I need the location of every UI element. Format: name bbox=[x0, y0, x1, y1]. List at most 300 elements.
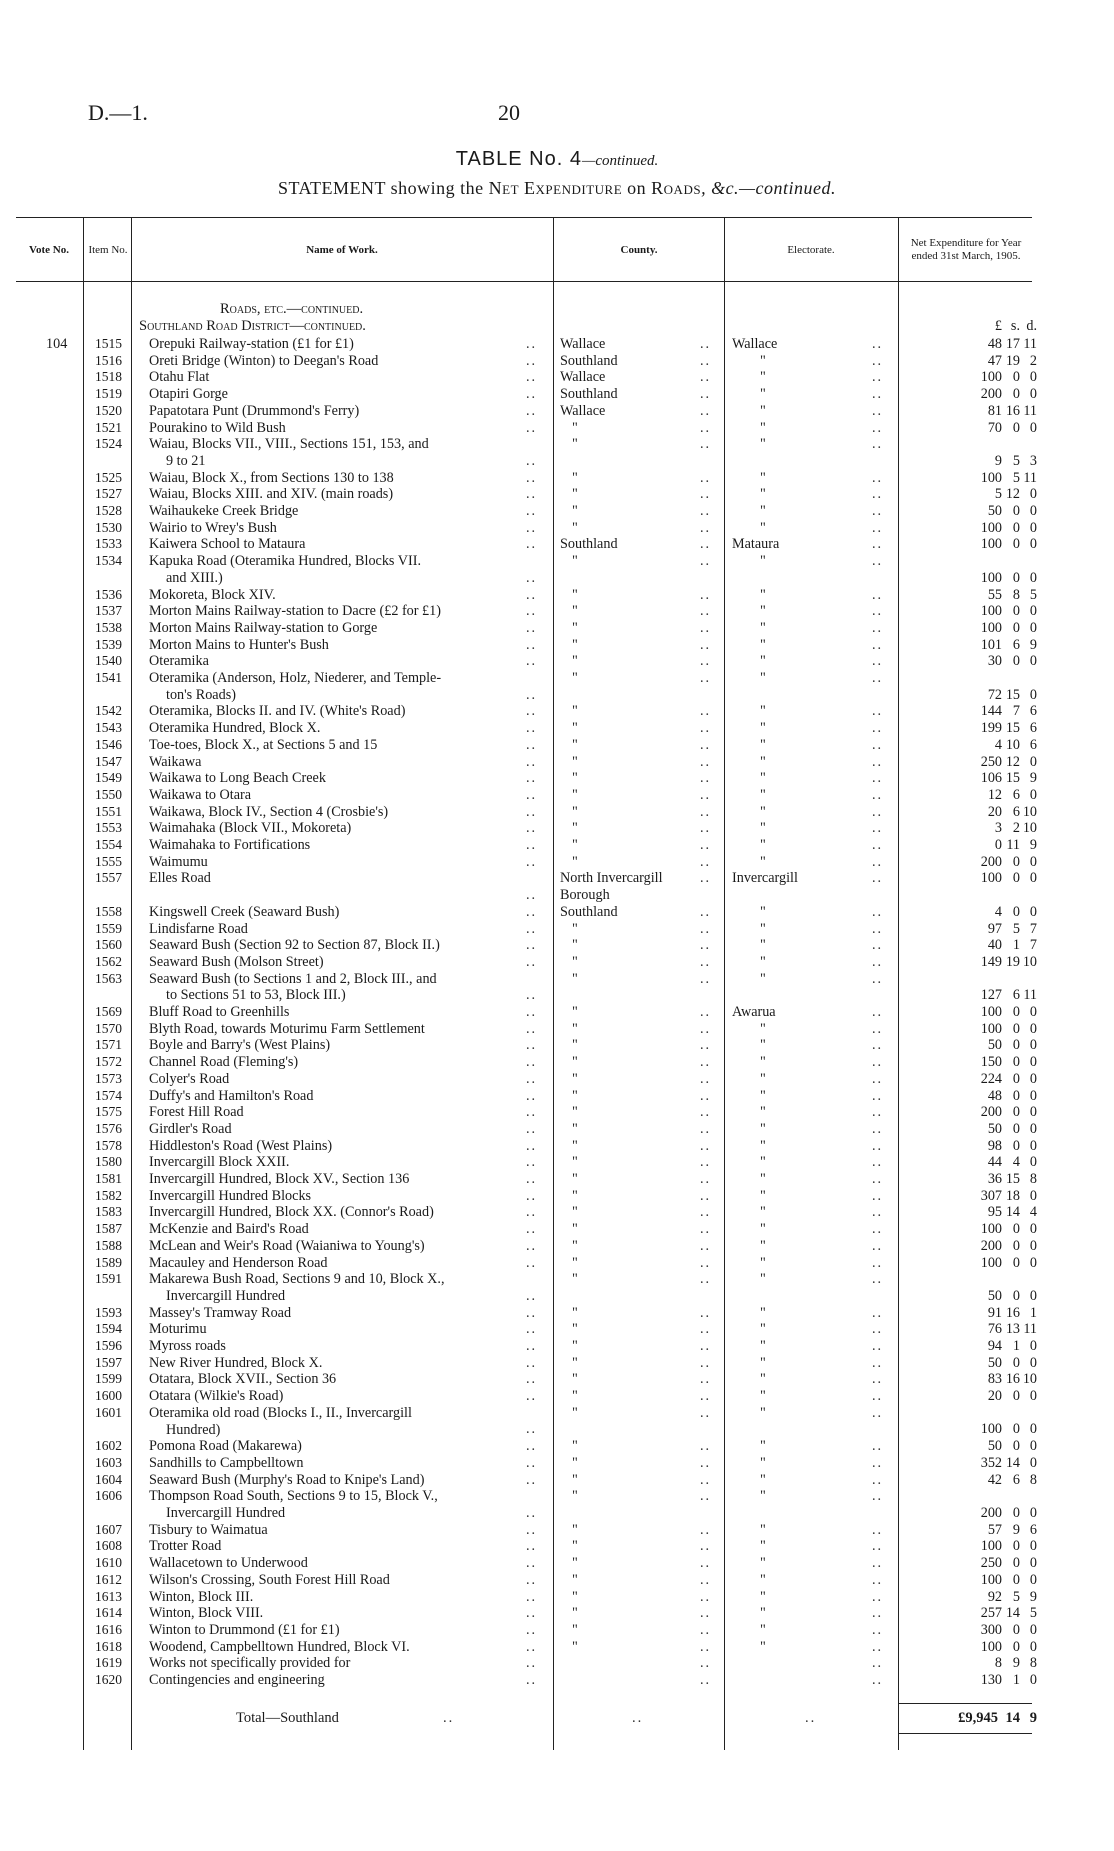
county-line1: " bbox=[572, 1404, 578, 1421]
rule-total-top bbox=[898, 1703, 1032, 1704]
leader-dots: .. bbox=[526, 586, 538, 603]
leader-dots: .. bbox=[872, 1204, 884, 1221]
item-number: 1538 bbox=[95, 619, 122, 635]
net-shillings: 0 bbox=[1012, 569, 1020, 586]
county bbox=[560, 620, 578, 637]
county bbox=[560, 770, 578, 787]
net-pounds: 97 bbox=[987, 920, 1002, 937]
net-shillings: 0 bbox=[1012, 1621, 1020, 1638]
electorate: " bbox=[760, 469, 766, 486]
county bbox=[560, 971, 578, 988]
item-number: 1519 bbox=[95, 386, 122, 402]
county-line1: " bbox=[572, 469, 578, 486]
leader-dots: .. bbox=[526, 1137, 538, 1154]
item-number: 1581 bbox=[95, 1171, 122, 1186]
net-shillings: 13 bbox=[1005, 1321, 1020, 1338]
net-pounds: 200 bbox=[980, 386, 1002, 403]
net-pounds: 100 bbox=[980, 603, 1002, 620]
item-number: 1604 bbox=[95, 1471, 122, 1487]
work-name-line1: Oteramika old road (Blocks I., II., Invercargill bbox=[149, 1404, 412, 1421]
net-pence: 10 bbox=[1022, 953, 1037, 970]
work-name-line1: McLean and Weir's Road (Waianiwa to Young's) bbox=[149, 1237, 425, 1254]
work-name-line1: Duffy's and Hamilton's Road bbox=[149, 1087, 314, 1104]
work-name-line1: Waiau, Block X., from Sections 130 to 138 bbox=[149, 469, 394, 486]
item-number: 1541 bbox=[95, 670, 122, 685]
item-number: 1619 bbox=[95, 1655, 122, 1671]
leader-dots: .. bbox=[700, 1555, 712, 1572]
item-number: 1557 bbox=[95, 870, 122, 886]
work-name bbox=[149, 904, 339, 921]
county-line1: " bbox=[572, 1371, 578, 1388]
work-name bbox=[149, 804, 388, 821]
work-name bbox=[149, 1104, 244, 1121]
work-name bbox=[149, 870, 211, 887]
leader-dots: .. bbox=[526, 937, 538, 954]
work-name-line1: Boyle and Barry's (West Plains) bbox=[149, 1037, 331, 1054]
leader-dots: .. bbox=[700, 553, 712, 570]
leader-dots: .. bbox=[872, 1672, 884, 1688]
item-number: 1555 bbox=[95, 853, 122, 869]
leader-dots: .. bbox=[526, 369, 538, 386]
leader-dots: .. bbox=[700, 436, 712, 453]
leader-dots: .. bbox=[872, 1605, 884, 1622]
net-shillings: 0 bbox=[1012, 386, 1020, 403]
work-name-line2: 9 to 21 bbox=[166, 452, 206, 469]
county bbox=[560, 653, 578, 670]
leader-dots: .. bbox=[872, 619, 884, 636]
item-number: 1607 bbox=[95, 1521, 122, 1537]
work-name bbox=[149, 1021, 425, 1038]
net-pounds: 100 bbox=[980, 1020, 1002, 1037]
col-electorate-header: Electorate. bbox=[787, 243, 835, 256]
leader-dots: .. bbox=[526, 853, 538, 870]
work-name-line1: Lindisfarne Road bbox=[149, 920, 248, 937]
leader-dots: .. bbox=[526, 1354, 538, 1371]
leader-dots: .. bbox=[872, 1070, 884, 1087]
leader-dots: .. bbox=[700, 1004, 712, 1020]
net-shillings: 2 bbox=[1012, 820, 1020, 837]
leader-dots: .. bbox=[872, 653, 884, 670]
leader-dots: .. bbox=[872, 803, 884, 820]
net-pence: 0 bbox=[1029, 1070, 1037, 1087]
work-name-line1: Otatara (Wilkie's Road) bbox=[149, 1388, 284, 1405]
leader-dots: .. bbox=[526, 486, 538, 503]
col-divider-1 bbox=[83, 217, 84, 1750]
leader-dots: .. bbox=[526, 1187, 538, 1204]
work-name-line1: Winton to Drummond (£1 for £1) bbox=[149, 1621, 340, 1638]
leader-dots: .. bbox=[700, 653, 712, 670]
electorate: " bbox=[760, 636, 766, 653]
leader-dots: .. bbox=[526, 1020, 538, 1037]
net-shillings: 0 bbox=[1012, 853, 1020, 870]
county-line1: Wallace bbox=[560, 336, 606, 352]
net-shillings: 11 bbox=[1006, 837, 1020, 853]
leader-dots: .. bbox=[700, 770, 712, 787]
electorate: " bbox=[760, 837, 766, 853]
electorate: " bbox=[760, 1137, 766, 1154]
county bbox=[560, 1004, 578, 1021]
item-number: 1540 bbox=[95, 653, 122, 669]
electorate: " bbox=[760, 770, 766, 787]
item-number: 1580 bbox=[95, 1154, 122, 1170]
net-pence: 0 bbox=[1029, 1037, 1037, 1054]
net-shillings: 7 bbox=[1012, 703, 1020, 720]
county-line1: Southland bbox=[560, 386, 618, 403]
work-name bbox=[149, 369, 209, 386]
county bbox=[560, 1088, 578, 1105]
work-name bbox=[149, 937, 440, 954]
work-name bbox=[149, 353, 378, 370]
rule-total-bottom bbox=[898, 1733, 1032, 1734]
work-name bbox=[149, 1672, 325, 1689]
work-name-line1: Hiddleston's Road (West Plains) bbox=[149, 1137, 333, 1154]
leader-dots: .. bbox=[526, 452, 538, 469]
leader-dots: .. bbox=[700, 1354, 712, 1371]
leader-dots: .. bbox=[526, 953, 538, 970]
electorate: " bbox=[760, 1154, 766, 1171]
work-name-line1: Thompson Road South, Sections 9 to 15, Block V., bbox=[149, 1488, 438, 1505]
work-name-line1: Colyer's Road bbox=[149, 1070, 230, 1087]
leader-dots: .. bbox=[872, 820, 884, 837]
item-number: 1571 bbox=[95, 1037, 122, 1053]
leader-dots: .. bbox=[526, 1154, 538, 1171]
electorate: " bbox=[760, 519, 766, 536]
leader-dots: .. bbox=[526, 503, 538, 519]
county-line1: " bbox=[572, 503, 578, 519]
electorate: " bbox=[760, 1104, 766, 1121]
net-pence: 0 bbox=[1029, 1237, 1037, 1254]
electorate: " bbox=[760, 1254, 766, 1271]
net-pounds: 200 bbox=[980, 1104, 1002, 1121]
net-shillings: 12 bbox=[1005, 753, 1020, 770]
electorate: " bbox=[760, 1404, 766, 1421]
leader-dots: .. bbox=[872, 436, 884, 453]
leader-dots: .. bbox=[700, 586, 712, 603]
item-number: 1569 bbox=[95, 1004, 122, 1019]
work-name bbox=[149, 787, 251, 804]
county bbox=[560, 470, 578, 487]
net-shillings: 0 bbox=[1012, 1020, 1020, 1037]
work-name-line1: Blyth Road, towards Moturimu Farm Settlement bbox=[149, 1020, 425, 1037]
section-heading-text: Roads, etc.—continued. bbox=[220, 301, 364, 317]
county bbox=[560, 1572, 578, 1589]
item-number: 1536 bbox=[95, 586, 122, 602]
county bbox=[560, 520, 578, 537]
net-shillings: 18 bbox=[1005, 1187, 1020, 1204]
net-shillings: 14 bbox=[1005, 1454, 1020, 1471]
county-line1: " bbox=[572, 519, 578, 536]
net-shillings: 0 bbox=[1012, 1221, 1020, 1238]
leader-dots: .. bbox=[872, 1521, 884, 1538]
county bbox=[560, 837, 578, 854]
county-line2: Borough bbox=[560, 887, 610, 904]
item-number: 1620 bbox=[95, 1672, 122, 1687]
net-pence: 0 bbox=[1029, 603, 1037, 620]
leader-dots: .. bbox=[872, 1555, 884, 1572]
item-number: 1596 bbox=[95, 1338, 122, 1353]
electorate: " bbox=[760, 1271, 766, 1288]
leader-dots: .. bbox=[700, 603, 712, 620]
net-pence: 0 bbox=[1029, 1571, 1037, 1588]
leader-dots: .. bbox=[872, 419, 884, 436]
leader-dots: .. bbox=[526, 1204, 538, 1221]
net-pounds: 9 bbox=[994, 452, 1002, 469]
electorate: " bbox=[760, 1321, 766, 1338]
net-pounds: 20 bbox=[987, 1388, 1002, 1405]
leader-dots: .. bbox=[700, 1438, 712, 1455]
electorate: " bbox=[760, 503, 766, 519]
net-pence: 9 bbox=[1029, 636, 1037, 653]
net-pounds: 150 bbox=[980, 1054, 1002, 1071]
electorate: " bbox=[760, 1070, 766, 1087]
net-pence: 0 bbox=[1029, 369, 1037, 386]
work-name-line1: Pourakino to Wild Bush bbox=[149, 419, 286, 436]
county bbox=[560, 1204, 578, 1221]
county bbox=[560, 937, 578, 954]
county-line1: " bbox=[572, 853, 578, 870]
county bbox=[560, 1138, 578, 1155]
leader-dots: .. bbox=[700, 1404, 712, 1421]
electorate: " bbox=[760, 1338, 766, 1354]
net-pounds: 36 bbox=[987, 1171, 1002, 1187]
net-pence: 0 bbox=[1029, 786, 1037, 803]
leader-dots: .. bbox=[700, 619, 712, 636]
county bbox=[560, 486, 578, 503]
work-name-line1: Waihaukeke Creek Bridge bbox=[149, 503, 299, 519]
county-line1: " bbox=[572, 970, 578, 987]
electorate: " bbox=[760, 1221, 766, 1238]
work-name-line1: Oteramika bbox=[149, 653, 209, 670]
item-number: 1530 bbox=[95, 519, 122, 535]
leader-dots: .. bbox=[526, 386, 538, 403]
net-shillings: 6 bbox=[1012, 786, 1020, 803]
electorate: " bbox=[760, 920, 766, 937]
work-name bbox=[149, 1171, 409, 1188]
work-name-line1: Wallacetown to Underwood bbox=[149, 1555, 308, 1572]
net-pounds: 70 bbox=[987, 419, 1002, 436]
work-name bbox=[149, 921, 248, 938]
electorate: " bbox=[760, 1438, 766, 1455]
electorate: " bbox=[760, 603, 766, 620]
net-pence: 0 bbox=[1029, 1555, 1037, 1572]
leader-dots: .. bbox=[700, 1338, 712, 1354]
net-pence: 0 bbox=[1029, 1120, 1037, 1137]
work-name-line1: Waikawa, Block IV., Section 4 (Crosbie's) bbox=[149, 803, 389, 820]
electorate: " bbox=[760, 937, 766, 954]
county bbox=[560, 1305, 578, 1322]
leader-dots: .. bbox=[526, 703, 538, 720]
item-number: 1528 bbox=[95, 503, 122, 518]
work-name-line1: Wilson's Crossing, South Forest Hill Road bbox=[149, 1571, 390, 1588]
county-line1: " bbox=[572, 1438, 578, 1455]
net-pence: 0 bbox=[1029, 1004, 1037, 1020]
net-pence: 2 bbox=[1029, 352, 1037, 369]
electorate: " bbox=[760, 486, 766, 503]
leader-dots: .. bbox=[872, 1137, 884, 1154]
work-name-line1: Waiau, Blocks XIII. and XIV. (main roads) bbox=[149, 486, 394, 503]
item-number: 1613 bbox=[95, 1588, 122, 1604]
net-pounds: 300 bbox=[980, 1621, 1002, 1638]
item-number: 1559 bbox=[95, 920, 122, 936]
district-heading bbox=[139, 318, 366, 335]
item-number: 1560 bbox=[95, 937, 122, 953]
item-number: 1578 bbox=[95, 1137, 122, 1153]
work-name-line1: Contingencies and engineering bbox=[149, 1672, 325, 1688]
item-number: 1518 bbox=[95, 369, 122, 385]
item-number: 1602 bbox=[95, 1438, 122, 1454]
county bbox=[560, 1622, 578, 1639]
leader-dots: .. bbox=[700, 1638, 712, 1655]
net-shillings: 0 bbox=[1012, 1538, 1020, 1555]
leader-dots: .. bbox=[872, 1237, 884, 1254]
county-line1: " bbox=[572, 1321, 578, 1338]
electorate: " bbox=[760, 670, 766, 686]
leader-dots: .. bbox=[526, 1638, 538, 1655]
leader-dots: .. bbox=[526, 1338, 538, 1354]
county bbox=[560, 553, 578, 570]
leader-dots: .. bbox=[526, 686, 538, 703]
item-number: 1539 bbox=[95, 636, 122, 652]
net-pounds: 100 bbox=[980, 1221, 1002, 1238]
electorate: " bbox=[760, 1621, 766, 1638]
net-shillings: 17 bbox=[1005, 336, 1020, 352]
leader-dots: .. bbox=[872, 753, 884, 770]
net-shillings: 0 bbox=[1012, 1555, 1020, 1572]
county-line1: " bbox=[572, 653, 578, 670]
leader-dots: .. bbox=[526, 519, 538, 536]
work-name-line2: Invercargill Hundred bbox=[166, 1287, 286, 1304]
work-name-line1: Invercargill Hundred, Block XX. (Connor's Road) bbox=[149, 1204, 434, 1221]
county bbox=[560, 720, 578, 737]
net-shillings: 9 bbox=[1012, 1521, 1020, 1538]
leader-dots: .. bbox=[700, 503, 712, 519]
county-line1: " bbox=[572, 753, 578, 770]
leader-dots: .. bbox=[872, 1538, 884, 1555]
county bbox=[560, 1388, 578, 1405]
leader-dots: .. bbox=[872, 736, 884, 753]
work-name bbox=[149, 670, 441, 703]
net-pence: 11 bbox=[1023, 987, 1037, 1004]
net-shillings: 6 bbox=[1012, 987, 1020, 1004]
county bbox=[560, 737, 578, 754]
leader-dots: .. bbox=[700, 1371, 712, 1388]
leader-dots: .. bbox=[700, 1254, 712, 1271]
work-name bbox=[149, 553, 421, 586]
leader-dots: .. bbox=[526, 1171, 538, 1187]
county bbox=[560, 804, 578, 821]
county bbox=[560, 603, 578, 620]
leader-dots: .. bbox=[872, 636, 884, 653]
leader-dots: .. bbox=[872, 1454, 884, 1471]
leader-dots: .. bbox=[700, 1304, 712, 1321]
county-line1: " bbox=[572, 953, 578, 970]
net-pence: 0 bbox=[1029, 1621, 1037, 1638]
work-name-line1: Wairio to Wrey's Bush bbox=[149, 519, 277, 536]
work-name bbox=[149, 1154, 289, 1171]
work-name-line1: Morton Mains to Hunter's Bush bbox=[149, 636, 329, 653]
leader-dots: .. bbox=[872, 1371, 884, 1388]
net-pounds: 40 bbox=[987, 937, 1002, 954]
work-name-line1: Papatotara Punt (Drummond's Ferry) bbox=[149, 402, 360, 419]
item-number: 1554 bbox=[95, 837, 122, 852]
table-title-suffix: —continued. bbox=[581, 153, 659, 169]
electorate: " bbox=[760, 619, 766, 636]
net-pence: 11 bbox=[1023, 1321, 1037, 1338]
work-name bbox=[149, 1538, 221, 1555]
net-pounds: 48 bbox=[987, 336, 1002, 352]
county bbox=[560, 1054, 578, 1071]
leader-dots: .. bbox=[700, 953, 712, 970]
work-name bbox=[149, 620, 377, 637]
county bbox=[560, 1255, 578, 1272]
net-shillings: 0 bbox=[1012, 1438, 1020, 1455]
leader-dots: .. bbox=[872, 386, 884, 403]
net-pence: 11 bbox=[1023, 402, 1037, 419]
county-line1: " bbox=[572, 636, 578, 653]
item-number: 1599 bbox=[95, 1371, 122, 1387]
net-pence: 8 bbox=[1029, 1171, 1037, 1187]
leader-dots: .. bbox=[526, 1254, 538, 1271]
electorate: Mataura bbox=[732, 536, 780, 553]
net-shillings: 8 bbox=[1012, 586, 1020, 603]
section-heading bbox=[220, 301, 363, 318]
net-pence: 4 bbox=[1029, 1204, 1037, 1221]
county-line1: " bbox=[572, 419, 578, 436]
electorate: " bbox=[760, 653, 766, 670]
electorate: " bbox=[760, 1171, 766, 1187]
work-name bbox=[149, 1221, 309, 1238]
net-shillings: 0 bbox=[1012, 1054, 1020, 1071]
vote-number: 104 bbox=[46, 336, 68, 352]
leader-dots: .. bbox=[872, 369, 884, 386]
item-number: 1591 bbox=[95, 1271, 122, 1287]
leader-dots: .. bbox=[526, 736, 538, 753]
net-pounds: 20 bbox=[987, 803, 1002, 820]
electorate: " bbox=[760, 1371, 766, 1388]
county bbox=[560, 587, 578, 604]
item-number: 1616 bbox=[95, 1621, 122, 1637]
county bbox=[560, 336, 605, 353]
item-number: 1527 bbox=[95, 486, 122, 502]
net-pounds: 224 bbox=[980, 1070, 1002, 1087]
leader-dots: .. bbox=[526, 402, 538, 419]
leader-dots: .. bbox=[700, 937, 712, 954]
electorate: " bbox=[760, 903, 766, 920]
work-name-line1: Otatara, Block XVII., Section 36 bbox=[149, 1371, 337, 1388]
work-name bbox=[149, 1488, 438, 1521]
work-name-line1: Makarewa Bush Road, Sections 9 and 10, Block X., bbox=[149, 1271, 445, 1288]
leader-dots: .. bbox=[526, 1571, 538, 1588]
net-pence: 0 bbox=[1029, 486, 1037, 503]
work-name bbox=[149, 971, 437, 1004]
work-name-line1: Seaward Bush (Section 92 to Section 87, Block II.) bbox=[149, 937, 440, 954]
work-name-line1: Otapiri Gorge bbox=[149, 386, 228, 403]
net-pounds: 50 bbox=[987, 503, 1002, 519]
county bbox=[560, 1154, 578, 1171]
county-line1: " bbox=[572, 937, 578, 954]
electorate: Invercargill bbox=[732, 870, 798, 887]
net-shillings: 0 bbox=[1012, 1104, 1020, 1121]
work-name bbox=[149, 1455, 303, 1472]
net-pounds: 3 bbox=[994, 820, 1002, 837]
net-pounds: 100 bbox=[980, 1538, 1002, 1555]
net-shillings: 0 bbox=[1012, 519, 1020, 536]
net-pence: 0 bbox=[1029, 1638, 1037, 1655]
leader-dots: .. bbox=[526, 753, 538, 770]
item-number: 1618 bbox=[95, 1638, 122, 1654]
county bbox=[560, 1639, 578, 1656]
col-divider-2 bbox=[131, 217, 132, 1750]
